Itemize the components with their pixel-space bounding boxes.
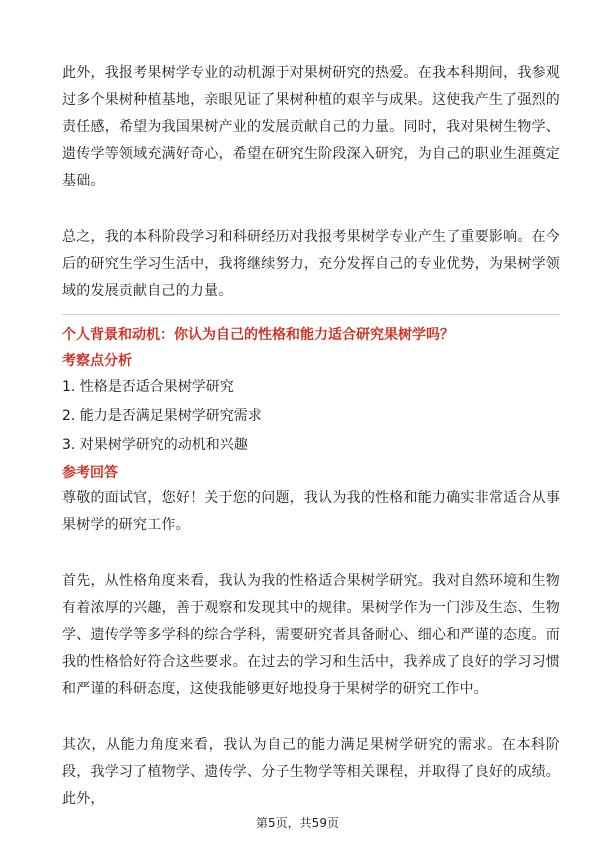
paragraph-gap [62,703,560,732]
analysis-points-list [62,373,560,460]
analysis-point: 1. 性格是否适合果树学研究 [62,379,234,395]
body-paragraph: 总之，我的本科阶段学习和科研经历对我报考果树学专业产生了重要影响。在今后的研究生学习生活中，我将继续努力，充分发挥自己的专业优势，为果树学领域的发展贡献自己的力量。 [62,229,560,299]
body-paragraph: 此外，我报考果树学专业的动机源于对果树研究的热爱。在我本科期间，我参观过多个果树种植基地，亲眼见证了果树种植的艰辛与成果。这使我产生了强烈的责任感，希望为我国果树产业的发展贡献自己的力量。同时，我对果树生物学、遗传学等领域充满好奇心，希望在研究生阶段深入研究，为自己的职业生涯奠定基础。 [62,65,560,189]
paragraph-gap [62,195,560,224]
analysis-point: 3. 对果树学研究的动机和兴趣 [62,437,248,453]
paragraph-gap [62,539,560,568]
section-divider [62,314,560,315]
interview-question: 个人背景和动机：你认为自己的性格和能力适合研究果树学吗？ [62,327,454,343]
analysis-heading: 考察点分析 [62,353,132,369]
answer-paragraph: 首先，从性格角度来看，我认为我的性格适合果树学研究。我对自然环境和生物有着浓厚的兴趣，善于观察和发现其中的规律。果树学作为一门涉及生态、生物学、遗传学等多学科的综合学科，需要研究者具备耐心、细心和严谨的态度。而我的性格恰好符合这些要求。在过去的学习和生活中，我养成了良好的学习习惯和严谨的科研态度，这使我能够更好地投身于果树学的研究工作中。 [62,573,560,697]
answer-heading: 参考回答 [62,465,118,481]
document-page [62,60,560,813]
answer-paragraph: 其次，从能力角度来看，我认为自己的能力满足果树学研究的需求。在本科阶段，我学习了植物学、遗传学、分子生物学等相关课程，并取得了良好的成绩。此外， [62,737,560,807]
answer-paragraph: 尊敬的面试官，您好！关于您的问题，我认为我的性格和能力确实非常适合从事果树学的研究工作。 [62,490,560,533]
page-number: 第5页，共59页 [256,816,339,830]
analysis-point: 2. 能力是否满足果树学研究需求 [62,408,262,424]
